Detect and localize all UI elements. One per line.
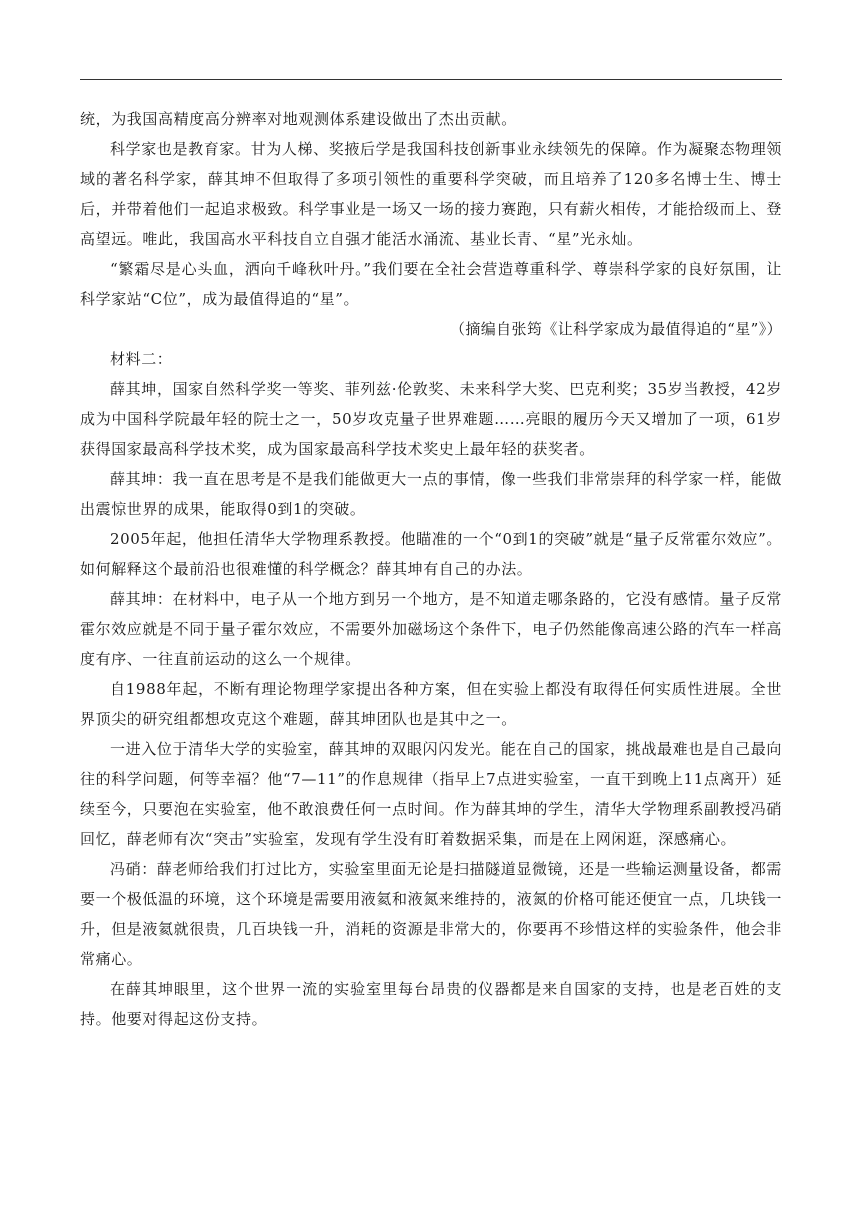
paragraph-closing: 在薛其坤眼里，这个世界一流的实验室里每台昂贵的仪器都是来自国家的支持，也是老百姓的支持。他要对得起这份支持。	[80, 980, 782, 1028]
paragraph-xue-quote-2: 薛其坤：在材料中，电子从一个地方到另一个地方，是不知道走哪条路的，它没有感情。量子反常霍尔效应就是不同于量子霍尔效应，不需要外加磁场这个条件下，电子仍然能像高速公路的汽车一样高度有序、一往直前运动的这么一个规律。	[80, 590, 783, 668]
paragraph-scientist-educator: 科学家也是教育家。甘为人梯、奖掖后学是我国科技创新事业永续领先的保障。作为凝聚态物理领域的著名科学家，薛其坤不但取得了多项引领性的重要科学突破，而且培养了120多名博士生、博士后，并带着他们一起追求极致。科学事业是一场又一场的接力赛跑，只有薪火相传，才能拾级而上、登高望远。唯此，我国高水平科技自立自强才能活水涌流、基业长青、“星”光永灿。	[80, 140, 783, 248]
source-citation: （摘编自张筠《让科学家成为最值得追的“星”》）	[449, 320, 782, 338]
paragraph-2005: 2005年起，他担任清华大学物理系教授。他瞄准的一个“0到1的突破”就是“量子反常霍尔效应”。如何解释这个最前沿也很难懂的科学概念？薛其坤有自己的办法。	[80, 530, 782, 578]
paragraph-awards: 薛其坤，国家自然科学奖一等奖、菲列兹·伦敦奖、未来科学大奖、巴克利奖；35岁当教授，42岁成为中国科学院最年轻的院士之一，50岁攻克量子世界难题……亮眼的履历今天又增加了一项，61岁获得国家最高科学技术奖，成为国家最高科学技术奖史上最年轻的获奖者。	[80, 380, 782, 458]
paragraph-feng-xiao: 冯硝：薛老师给我们打过比方，实验室里面无论是扫描隧道显微镜，还是一些输运测量设备，都需要一个极低温的环境，这个环境是需要用液氦和液氮来维持的，液氮的价格可能还便宜一点，几块钱一升，但是液氦就很贵，几百块钱一升，消耗的资源是非常大的，你要再不珍惜这样的实验条件，他会非常痛心。	[80, 860, 783, 968]
document-page	[80, 0, 782, 1216]
header-rule	[80, 79, 782, 80]
paragraph-xue-quote-1: 薛其坤：我一直在思考是不是我们能做更大一点的事情，像一些我们非常崇拜的科学家一样，能做出震惊世界的成果，能取得0到1的突破。	[80, 470, 782, 518]
paragraph-1988: 自1988年起，不断有理论物理学家提出各种方案，但在实验上都没有取得任何实质性进展。全世界顶尖的研究组都想攻克这个难题，薛其坤团队也是其中之一。	[80, 680, 782, 728]
paragraph-quote: “繁霜尽是心头血，洒向千峰秋叶丹。”我们要在全社会营造尊重科学、尊崇科学家的良好氛围，让科学家站“C位”，成为最值得追的“星”。	[80, 260, 782, 308]
document-body	[80, 104, 782, 1034]
section-heading-material-two: 材料二：	[110, 350, 173, 368]
paragraph-continuation: 统，为我国高精度高分辨率对地观测体系建设做出了杰出贡献。	[80, 110, 517, 128]
paragraph-lab: 一进入位于清华大学的实验室，薛其坤的双眼闪闪发光。能在自己的国家，挑战最难也是自己最向往的科学问题，何等幸福？他“7—11”的作息规律（指早上7点进实验室，一直干到晚上11点离开）延续至今，只要泡在实验室，他不敢浪费任何一点时间。作为薛其坤的学生，清华大学物理系副教授冯硝回忆，薛老师有次“突击”实验室，发现有学生没有盯着数据采集，而是在上网闲逛，深感痛心。	[80, 740, 783, 848]
